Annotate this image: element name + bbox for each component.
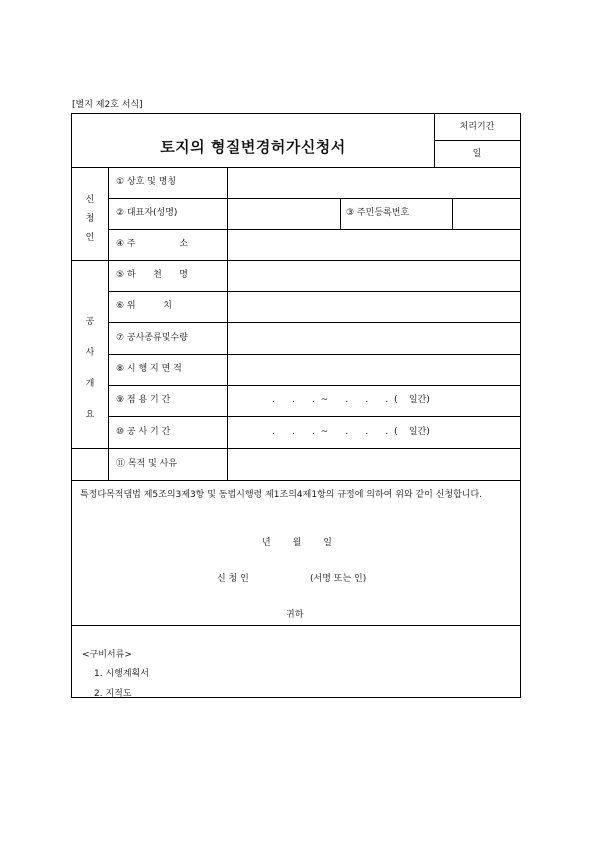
processing-period-value: 일 [472, 149, 482, 159]
row-divider [108, 416, 520, 417]
row-divider [72, 167, 520, 168]
representative-label: ② 대표자(성명) [116, 208, 178, 218]
col-divider [108, 167, 109, 480]
required-document-item: 1. 시행계획서 [94, 669, 149, 679]
form-number: [별지 제2호 서식] [72, 100, 143, 110]
required-document-item: 2. 지적도 [94, 689, 132, 699]
location-label: ⑥ 위 치 [116, 301, 172, 311]
row-divider [108, 198, 520, 199]
applicant-signature-label: 신 청 인 [217, 574, 249, 584]
row-divider [108, 322, 520, 323]
col-divider [434, 114, 435, 167]
river-name-label: ⑤ 하 천 명 [116, 270, 188, 280]
applicant-section-label: 신 청 인 [85, 195, 95, 243]
site-area-label: ⑧ 시 행 지 면 적 [116, 364, 182, 374]
row-divider [108, 291, 520, 292]
row-divider [72, 260, 520, 261]
recipient-suffix: 귀하 [286, 610, 304, 620]
work-period-value: . . . ~ . . . ( 일간) [272, 427, 430, 437]
resident-number-label: ③ 주민등록번호 [346, 208, 410, 218]
purpose-label: ⑪ 목적 및 사유 [116, 459, 178, 469]
occupancy-period-label: ⑨ 점 용 기 간 [116, 395, 171, 405]
row-divider [108, 385, 520, 386]
work-period-label: ⑩ 공 사 기 간 [116, 427, 171, 437]
application-date: 년 월 일 [262, 538, 332, 548]
col-divider [340, 198, 341, 229]
col-divider [227, 167, 228, 480]
row-divider [72, 625, 520, 626]
row-divider [108, 229, 520, 230]
form-title: 토지의 형질변경허가신청서 [160, 138, 346, 156]
address-label: ④ 주 소 [116, 239, 188, 249]
application-form [71, 113, 521, 698]
row-divider [434, 140, 520, 141]
application-statement: 특정다목적댐법 제5조의3제3항 및 동법시행령 제1조의4제1항의 규정에 의하여 위와 같이 신청합니다. [80, 490, 483, 500]
occupancy-period-value: . . . ~ . . . ( 일간) [272, 395, 430, 405]
row-divider [72, 480, 520, 481]
col-divider [452, 198, 453, 229]
required-documents-title: <구비서류> [82, 650, 132, 660]
project-summary-section-label: 공 사 개 요 [85, 317, 95, 420]
company-name-label: ① 상호 및 명칭 [116, 177, 177, 187]
row-divider [72, 448, 520, 449]
row-divider [108, 354, 520, 355]
work-type-label: ⑦ 공사종류및수량 [116, 333, 188, 343]
signature-or-seal: (서명 또는 인) [310, 574, 367, 584]
processing-period-label: 처리기간 [459, 122, 495, 132]
